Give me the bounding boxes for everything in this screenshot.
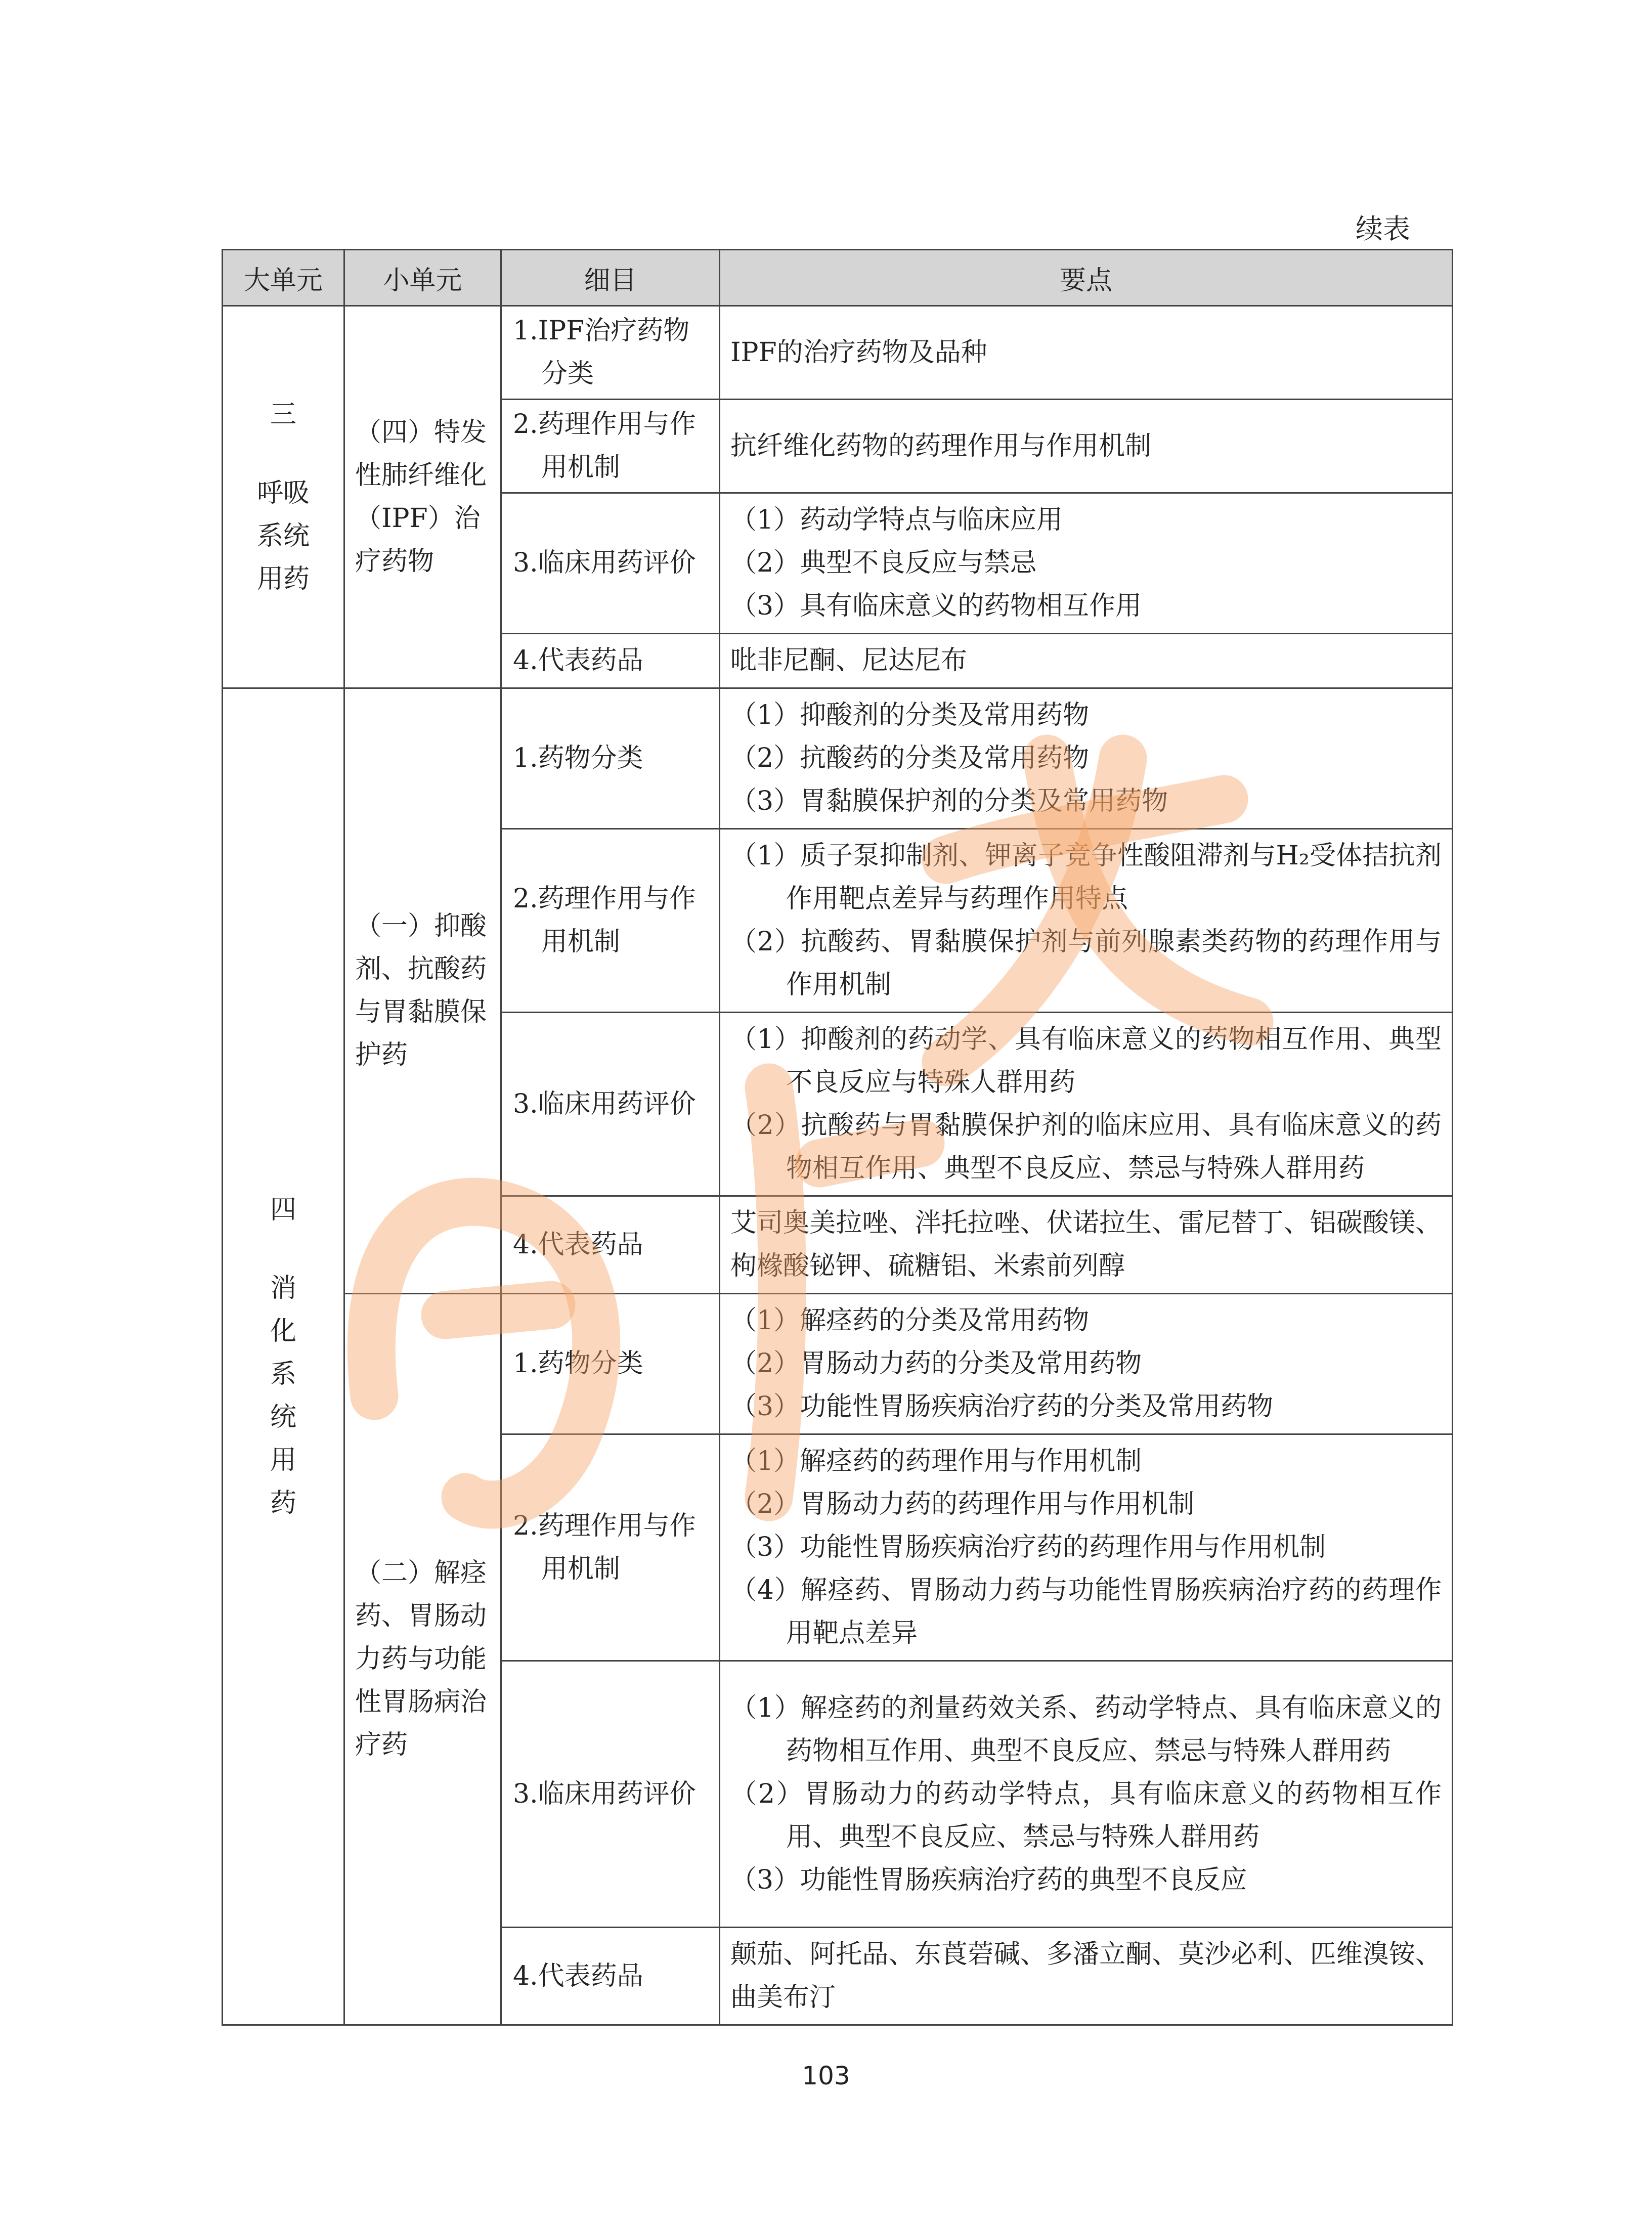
points-cell: 颠茄、阿托品、东莨菪碱、多潘立酮、莫沙必利、匹维溴铵、曲美布汀 xyxy=(720,1928,1453,2025)
points-cell: 艾司奥美拉唑、泮托拉唑、伏诺拉生、雷尼替丁、铝碳酸镁、枸橼酸铋钾、硫糖铝、米索前列醇 xyxy=(720,1196,1453,1294)
header-key-points: 要点 xyxy=(720,250,1453,306)
points-cell: （1）抑酸剂的药动学、具有临床意义的药物相互作用、典型不良反应与特殊人群用药 （2）抗酸药与胃黏膜保护剂的临床应用、具有临床意义的药物相互作用、典型不良反应、禁忌与特殊人群用药 xyxy=(720,1013,1453,1196)
points-cell: （1）解痉药的分类及常用药物 （2）胃肠动力药的分类及常用药物 （3）功能性胃肠疾病治疗药的分类及常用药物 xyxy=(720,1294,1453,1434)
detail-cell: 2.药理作用与作 用机制 xyxy=(501,829,720,1013)
detail-cell: 3.临床用药评价 xyxy=(501,1661,720,1928)
detail-cell: 4.代表药品 xyxy=(501,1196,720,1294)
syllabus-table xyxy=(222,249,1453,2026)
minor-unit-antacid: （一）抑酸剂、抗酸药与胃黏膜保护药 xyxy=(344,688,501,1294)
table-header-row xyxy=(223,250,1453,306)
detail-cell: 3.临床用药评价 xyxy=(501,493,720,634)
detail-cell: 1.药物分类 xyxy=(501,688,720,829)
points-cell: 抗纤维化药物的药理作用与作用机制 xyxy=(720,400,1453,493)
points-cell: （1）解痉药的药理作用与作用机制 （2）胃肠动力药的药理作用与作用机制 （3）功能性胃肠疾病治疗药的药理作用与作用机制 （4）解痉药、胃肠动力药与功能性胃肠疾病治疗药的药理作用靶点差异 xyxy=(720,1434,1453,1661)
detail-cell: 4.代表药品 xyxy=(501,634,720,688)
table-row xyxy=(223,1294,1453,1434)
page-number: 103 xyxy=(802,2061,850,2090)
points-cell: （1）抑酸剂的分类及常用药物 （2）抗酸药的分类及常用药物 （3）胃黏膜保护剂的分类及常用药物 xyxy=(720,688,1453,829)
major-unit-digestive: 四 消 化 系 统 用 药 xyxy=(223,688,344,2025)
header-minor-unit: 小单元 xyxy=(344,250,501,306)
detail-cell: 3.临床用药评价 xyxy=(501,1013,720,1196)
points-cell: IPF的治疗药物及品种 xyxy=(720,306,1453,400)
table-row xyxy=(223,688,1453,829)
detail-cell: 2.药理作用与作 用机制 xyxy=(501,400,720,493)
continued-label: 续表 xyxy=(1356,213,1410,245)
table-row xyxy=(223,306,1453,400)
detail-cell: 1.IPF治疗药物 分类 xyxy=(501,306,720,400)
detail-cell: 2.药理作用与作 用机制 xyxy=(501,1434,720,1661)
minor-unit-ipf: （四）特发性肺纤维化（IPF）治疗药物 xyxy=(344,306,501,688)
points-cell: （1）质子泵抑制剂、钾离子竞争性酸阻滞剂与H₂受体拮抗剂作用靶点差异与药理作用特点 （2）抗酸药、胃黏膜保护剂与前列腺素类药物的药理作用与作用机制 xyxy=(720,829,1453,1013)
major-unit-respiratory: 三 呼吸 系统 用药 xyxy=(223,306,344,688)
header-major-unit: 大单元 xyxy=(223,250,344,306)
detail-cell: 4.代表药品 xyxy=(501,1928,720,2025)
minor-unit-antispasmodic: （二）解痉药、胃肠动力药与功能性胃肠病治疗药 xyxy=(344,1294,501,2025)
detail-cell: 1.药物分类 xyxy=(501,1294,720,1434)
points-cell: 吡非尼酮、尼达尼布 xyxy=(720,634,1453,688)
header-detail: 细目 xyxy=(501,250,720,306)
points-cell: （1）解痉药的剂量药效关系、药动学特点、具有临床意义的药物相互作用、典型不良反应、禁忌与特殊人群用药 （2）胃肠动力的药动学特点，具有临床意义的药物相互作用、典型不良反应、禁忌与特殊人群用药 （3）功能性胃肠疾病治疗药的典型不良反应 xyxy=(720,1661,1453,1928)
points-cell: （1）药动学特点与临床应用 （2）典型不良反应与禁忌 （3）具有临床意义的药物相互作用 xyxy=(720,493,1453,634)
